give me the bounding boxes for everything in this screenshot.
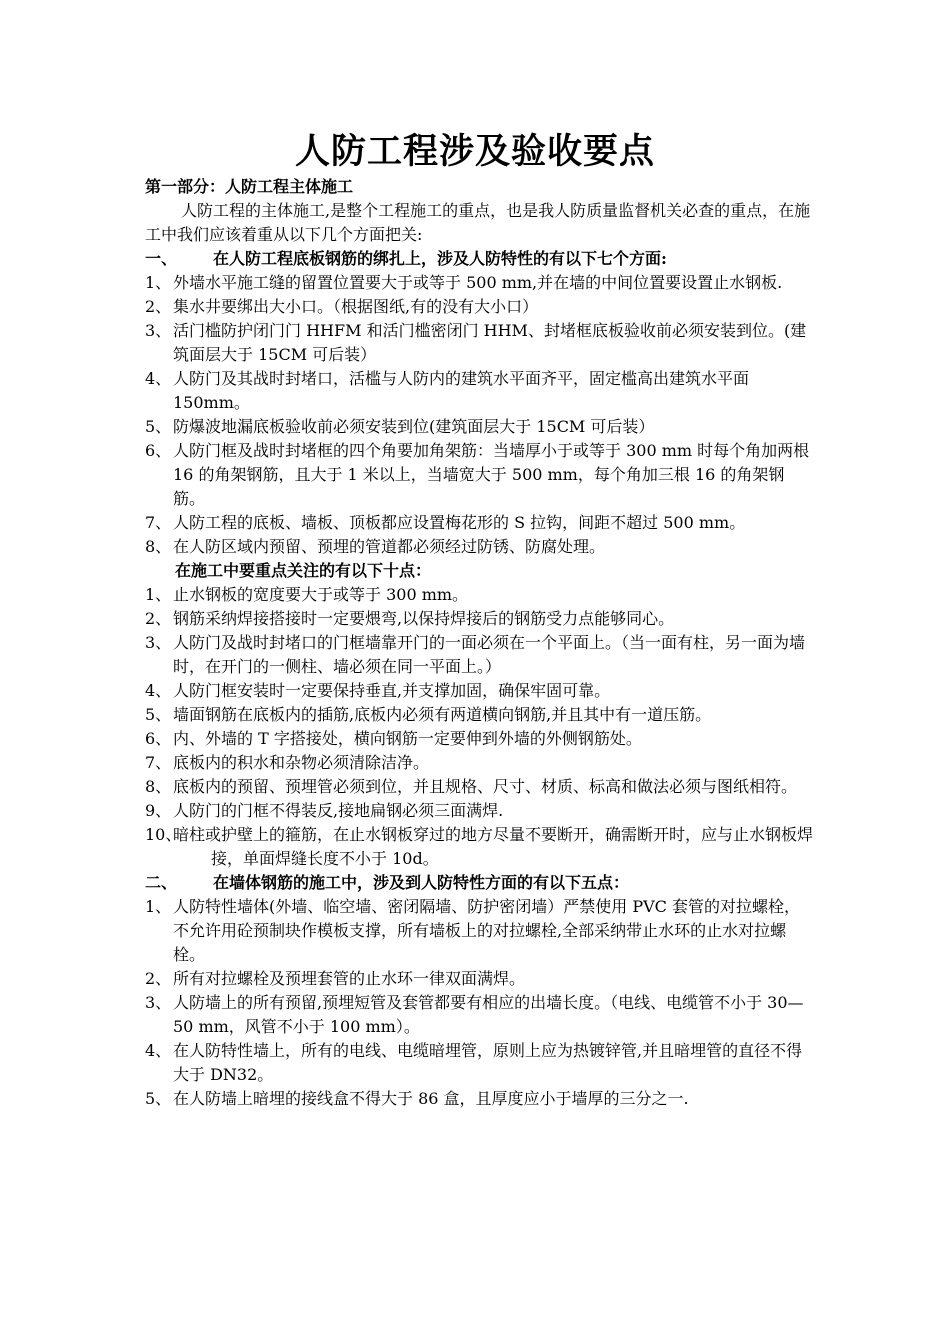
list-item [145,1087,813,1111]
list-item [145,727,813,751]
item-text: 底板内的积水和杂物必须清除洁净。 [173,753,430,772]
item-text: 人防门框及战时封堵框的四个角要加角架筋：当墙厚小于或等于 300 mm 时每个角加两根 16 的角架钢筋，且大于 1 米以上，当墙宽大于 500 mm，每个角加三根 16 的角架钢筋。 [173,441,810,508]
item-text: 集水井要绑出大小口。（根据图纸,有的没有大小口） [173,297,539,316]
item-text: 人防门及其战时封堵口，活槛与人防内的建筑水平面齐平，固定槛高出建筑水平面 150mm。 [173,369,750,412]
item-number: 1、 [145,897,172,916]
item-text: 人防工程的底板、墙板、顶板都应设置梅花形的 S 拉钩，间距不超过 500 mm。 [173,513,746,532]
item-text: 在人防墙上暗埋的接线盒不得大于 86 盒，且厚度应小于墙厚的三分之一. [173,1089,689,1108]
item-number: 10、 [145,825,182,844]
item-number: 1、 [145,273,172,292]
section1-subheading: 在施工中要重点关注的有以下十点： [175,561,432,580]
item-text: 内、外墙的 T 字搭接处，横向钢筋一定要伸到外墙的外侧钢筋处。 [173,729,642,748]
item-text: 防爆波地漏底板验收前必须安装到位(建筑面层大于 15CM 可后装） [173,417,655,436]
item-number: 2、 [145,297,172,316]
item-number: 3、 [145,633,172,652]
list-item [145,535,813,559]
part1-intro: 人防工程的主体施工,是整个工程施工的重点，也是我人防质量监督机关必查的重点，在施工中我们应该着重从以下几个方面把关: [145,201,811,244]
item-text: 墙面钢筋在底板内的插筋,底板内必须有两道横向钢筋,并且其中有一道压筋。 [173,705,712,724]
list-item [145,991,813,1039]
item-number: 3、 [145,321,172,340]
item-number: 6、 [145,441,172,460]
list-item [145,679,813,703]
list-item [145,295,813,319]
list-item [145,511,813,535]
list-item [145,631,813,679]
item-text: 在人防特性墙上，所有的电线、电缆暗埋管，原则上应为热镀锌管,并且暗埋管的直径不得大于 DN32。 [173,1041,803,1084]
item-number: 2、 [145,969,172,988]
list-item [145,319,813,367]
item-text: 暗柱或护壁上的箍筋，在止水钢板穿过的地方尽量不要断开，确需断开时，应与止水钢板焊接，单面焊缝长度不小于 10d。 [173,825,814,868]
item-text: 止水钢板的宽度要大于或等于 300 mm。 [173,585,469,604]
list-item [145,967,813,991]
item-number: 3、 [145,993,172,1012]
item-text: 人防门的门框不得装反,接地扁钢必须三面满焊. [173,801,504,820]
item-text: 外墙水平施工缝的留置位置要大于或等于 500 mm,并在墙的中间位置要设置止水钢板. [173,273,783,292]
list-item [145,271,813,295]
list-item [145,415,813,439]
list-item [145,751,813,775]
item-number: 2、 [145,609,172,628]
section1-items [145,271,813,559]
section1-heading [145,247,813,271]
part1-heading: 第一部分：人防工程主体施工 [145,177,354,196]
item-number: 8、 [145,777,172,796]
list-item [145,607,813,631]
list-item [145,1039,813,1087]
item-text: 人防墙上的所有预留,预埋短管及套管都要有相应的出墙长度。（电线、电缆管不小于 30—50 mm，风管不小于 100 mm）。 [173,993,804,1036]
list-item [145,583,813,607]
item-text: 底板内的预留、预埋管必须到位，并且规格、尺寸、材质、标高和做法必须与图纸相符。 [173,777,798,796]
item-number: 8、 [145,537,172,556]
item-text: 人防门及战时封堵口的门框墙靠开门的一面必须在一个平面上。（当一面有柱，另一面为墙时，在开门的一侧柱、墙必须在同一平面上。） [173,633,806,676]
section1-number: 一、 [145,249,178,268]
section1-points [145,583,813,871]
item-text: 人防特性墙体(外墙、临空墙、密闭隔墙、防护密闭墙）严禁使用 PVC 套管的对拉螺栓，不允许用砼预制块作模板支撑，所有墙板上的对拉螺栓,全部采纳带止水环的止水对拉螺栓。 [173,897,800,964]
item-text: 所有对拉螺栓及预埋套管的止水环一律双面满焊。 [173,969,526,988]
list-item [145,439,813,511]
item-text: 人防门框安装时一定要保持垂直,并支撑加固，确保牢固可靠。 [173,681,611,700]
list-item [145,775,813,799]
item-text: 活门槛防护闭门门 HHFM 和活门槛密闭门 HHM、封堵框底板验收前必须安装到位。(建筑面层大于 15CM 可后装） [173,321,807,364]
item-number: 5、 [145,1089,172,1108]
item-number: 4、 [145,681,172,700]
item-number: 5、 [145,705,172,724]
item-number: 4、 [145,1041,172,1060]
list-item [145,703,813,727]
item-number: 6、 [145,729,172,748]
section2-heading [145,871,813,895]
list-item [145,367,813,415]
document-body [145,175,813,1111]
item-number: 9、 [145,801,172,820]
section2-heading-text: 在墙体钢筋的施工中，涉及到人防特性方面的有以下五点： [213,873,630,892]
item-number: 1、 [145,585,172,604]
item-number: 7、 [145,753,172,772]
page-title: 人防工程涉及验收要点 [294,131,655,172]
item-text: 钢筋采纳焊接搭接时一定要煨弯,以保持焊接后的钢筋受力点能够同心。 [173,609,675,628]
item-text: 在人防区域内预留、预埋的管道都必须经过防锈、防腐处理。 [173,537,606,556]
section2-items [145,895,813,1111]
list-item [145,895,813,967]
list-item [145,799,813,823]
section2-number: 二、 [145,873,178,892]
item-number: 5、 [145,417,172,436]
item-number: 7、 [145,513,172,532]
item-number: 4、 [145,369,172,388]
list-item [145,823,813,871]
section1-heading-text: 在人防工程底板钢筋的绑扎上，涉及人防特性的有以下七个方面: [213,249,667,268]
